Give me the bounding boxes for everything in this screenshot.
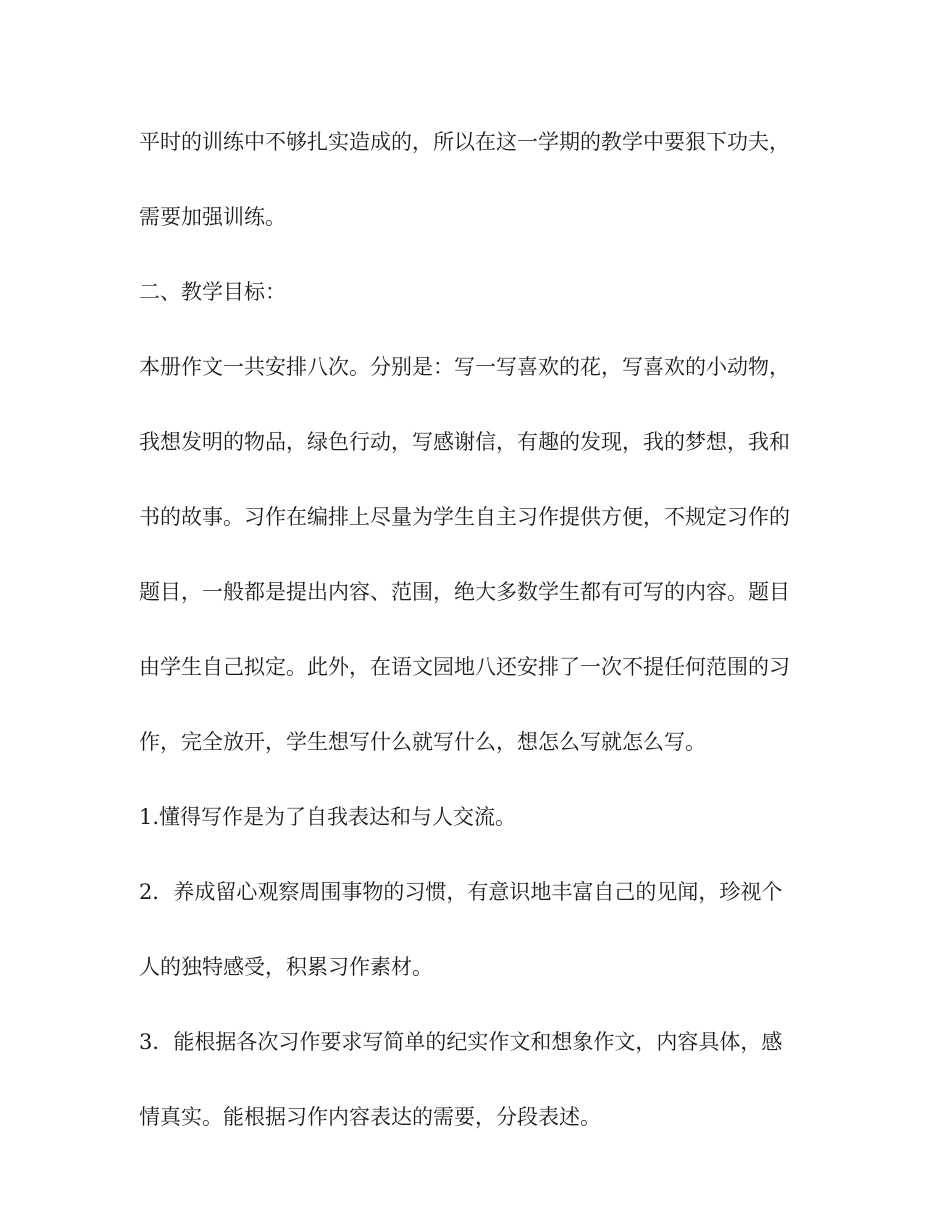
- list-item: 1.懂得写作是为了自我表达和与人交流。: [139, 805, 517, 829]
- section-heading: 二、教学目标：: [139, 280, 286, 304]
- text-line: 情真实。能根据习作内容表达的需要，分段表述。: [139, 1105, 601, 1129]
- text-line: 人的独特感受，积累习作素材。: [139, 955, 433, 979]
- text-line: 我想发明的物品，绿色行动，写感谢信，有趣的发现，我的梦想，我和: [139, 430, 790, 454]
- text-line: 书的故事。习作在编排上尽量为学生自主习作提供方便，不规定习作的: [139, 505, 790, 529]
- text-line: 由学生自己拟定。此外，在语文园地八还安排了一次不提任何范围的习: [139, 655, 790, 679]
- list-item: 2．养成留心观察周围事物的习惯，有意识地丰富自己的见闻，珍视个: [139, 880, 783, 904]
- text-line: 平时的训练中不够扎实造成的，所以在这一学期的教学中要狠下功夫，: [139, 130, 790, 154]
- text-line: 需要加强训练。: [139, 205, 286, 229]
- list-item: 3．能根据各次习作要求写简单的纪实作文和想象作文，内容具体，感: [139, 1030, 783, 1054]
- text-line: 作，完全放开，学生想写什么就写什么，想怎么写就怎么写。: [139, 730, 706, 754]
- text-line: 题目，一般都是提出内容、范围，绝大多数学生都有可写的内容。题目: [139, 580, 790, 604]
- text-line: 本册作文一共安排八次。分别是：写一写喜欢的花，写喜欢的小动物，: [139, 355, 790, 379]
